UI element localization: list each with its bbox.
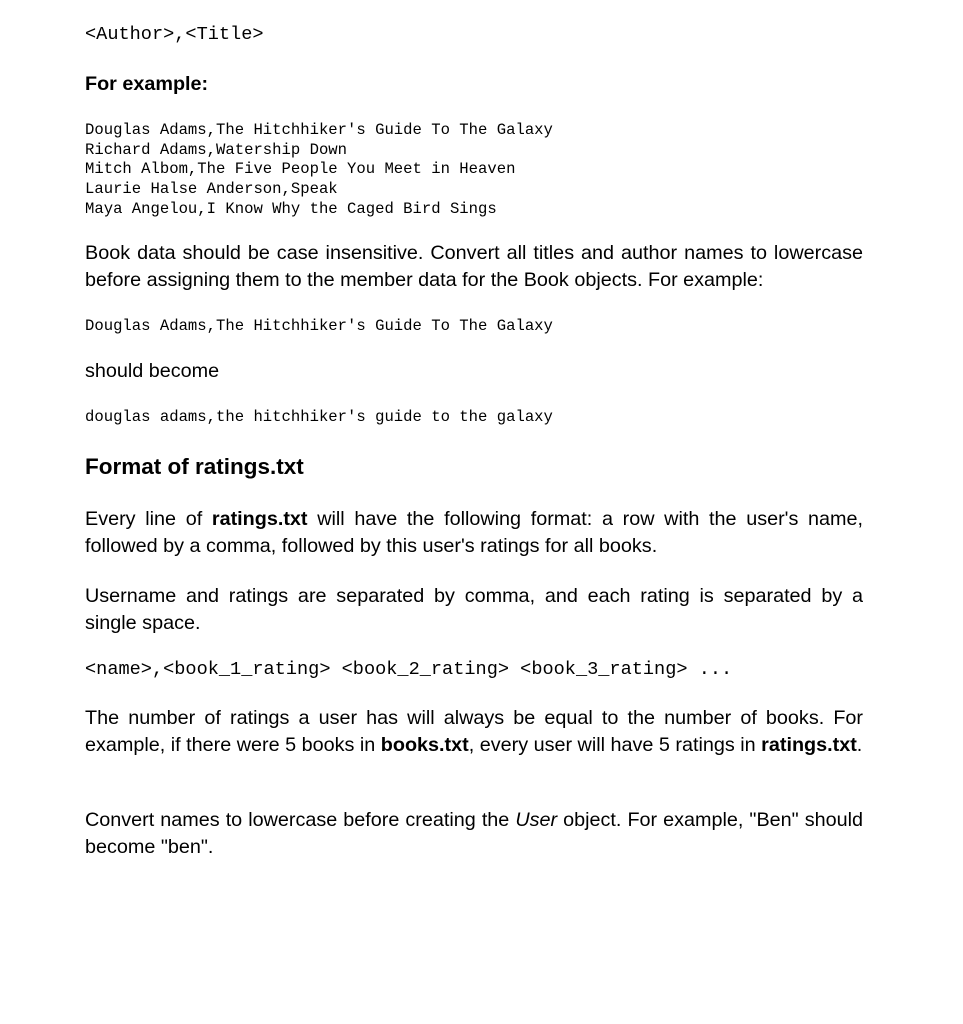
example-book-line: Maya Angelou,I Know Why the Caged Bird Sings xyxy=(85,199,497,218)
separator-paragraph: Username and ratings are separated by comma, and each rating is separated by a single space. xyxy=(85,585,863,634)
books-filename: books.txt xyxy=(380,734,469,756)
example-book-line: Douglas Adams,The Hitchhiker's Guide To The Galaxy xyxy=(85,121,553,139)
lowercase-names-paragraph: Convert names to lowercase before creating the User object. For example, "Ben" should become "ben". xyxy=(85,809,863,858)
user-class-name: User xyxy=(515,809,558,831)
ratings-count-paragraph: The number of ratings a user has will always be equal to the number of books. For example, if there were 5 books in books.txt, every user will have 5 ratings in ratings.txt. xyxy=(85,707,863,756)
case-insensitive-paragraph: Book data should be case insensitive. Convert all titles and author names to lowercase before assigning them to the member data for the Book objects. For example: xyxy=(85,242,863,291)
ratings-format-heading: Format of ratings.txt xyxy=(85,454,304,479)
for-example-heading: For example: xyxy=(85,73,209,95)
ratings-line-paragraph: Every line of ratings.txt will have the following format: a row with the user's name, followed by a comma, followed by this user's ratings for all books. xyxy=(85,508,864,557)
case-example-before: Douglas Adams,The Hitchhiker's Guide To The Galaxy xyxy=(85,317,553,335)
case-example-after: douglas adams,the hitchhiker's guide to the galaxy xyxy=(85,408,553,426)
example-book-line: Mitch Albom,The Five People You Meet in Heaven xyxy=(85,160,516,179)
ratings-filename: ratings.txt xyxy=(761,734,857,756)
should-become-text: should become xyxy=(85,360,220,382)
ratings-format-line: <name>,<book_1_rating> <book_2_rating> <book_3_rating> ... xyxy=(85,659,733,680)
books-format-line: <Author>,<Title> xyxy=(85,24,264,45)
example-books-block xyxy=(85,121,863,220)
ratings-filename: ratings.txt xyxy=(211,508,308,530)
example-book-line: Richard Adams,Watership Down xyxy=(85,140,348,159)
example-book-line: Laurie Halse Anderson,Speak xyxy=(85,180,338,199)
